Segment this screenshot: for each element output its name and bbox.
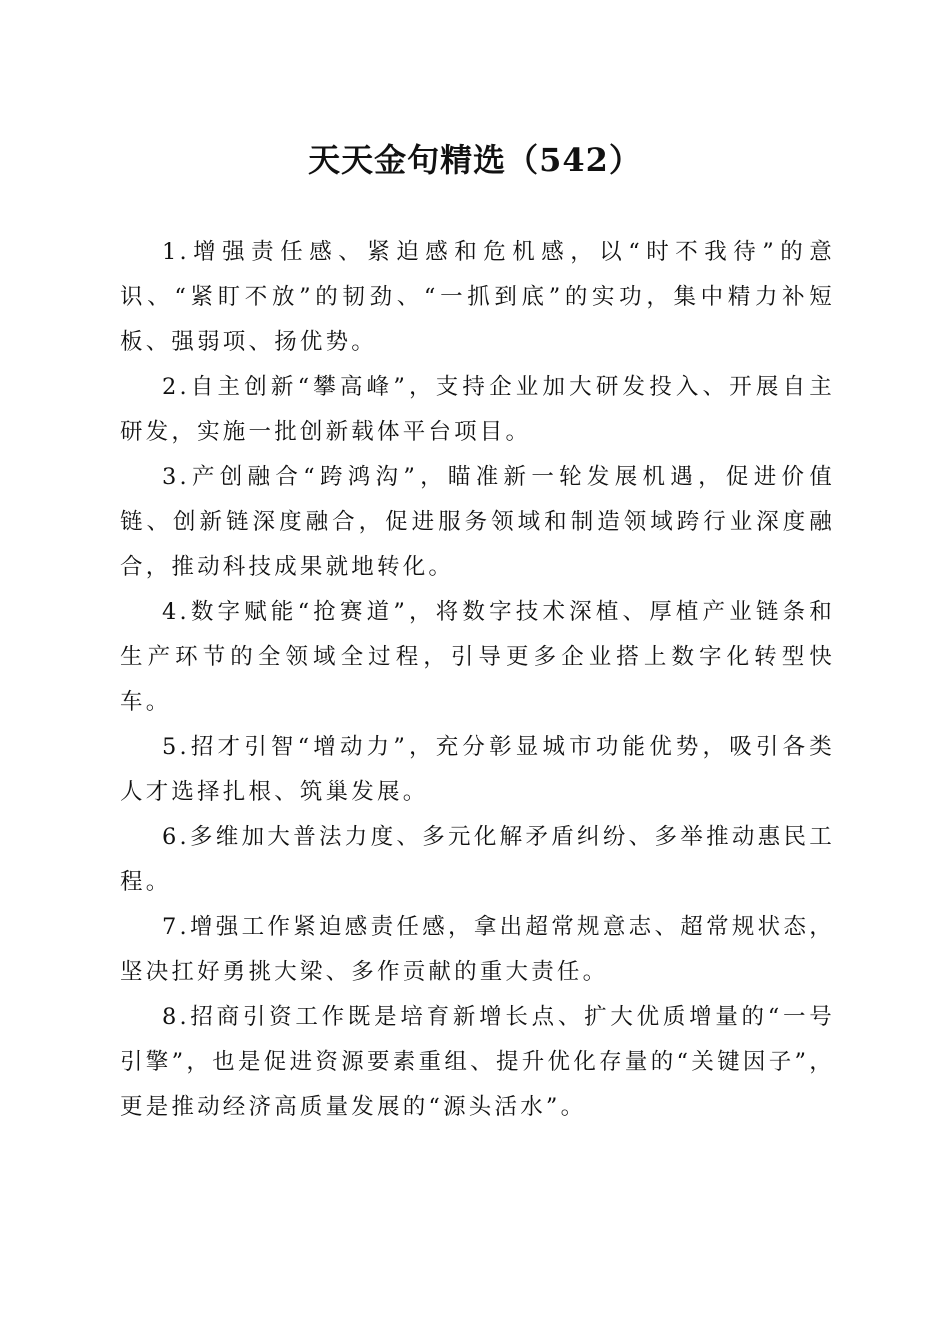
paragraph-1: 1.增强责任感、紧迫感和危机感，以“时不我待”的意识、“紧盯不放”的韧劲、“一抓到底”的实功，集中精力补短板、强弱项、扬优势。	[120, 239, 835, 355]
paragraph-8: 8.招商引资工作既是培育新增长点、扩大优质增量的“一号引擎”，也是促进资源要素重组、提升优化存量的“关键因子”，更是推动经济高质量发展的“源头活水”。	[120, 1004, 835, 1120]
paragraph-3: 3.产创融合“跨鸿沟”，瞄准新一轮发展机遇，促进价值链、创新链深度融合，促进服务领域和制造领域跨行业深度融合，推动科技成果就地转化。	[120, 464, 835, 580]
paragraph-6: 6.多维加大普法力度、多元化解矛盾纠纷、多举推动惠民工程。	[120, 824, 835, 895]
document-title: 天天金句精选（542）	[308, 141, 642, 179]
paragraph-7: 7.增强工作紧迫感责任感，拿出超常规意志、超常规状态，坚决扛好勇挑大梁、多作贡献的重大责任。	[120, 914, 835, 985]
paragraph-4: 4.数字赋能“抢赛道”，将数字技术深植、厚植产业链条和生产环节的全领域全过程，引导更多企业搭上数字化转型快车。	[120, 599, 835, 715]
paragraph-2: 2.自主创新“攀高峰”，支持企业加大研发投入、开展自主研发，实施一批创新载体平台项目。	[120, 374, 835, 445]
paragraph-5: 5.招才引智“增动力”，充分彰显城市功能优势，吸引各类人才选择扎根、筑巢发展。	[120, 734, 835, 805]
document-body	[120, 230, 835, 1130]
